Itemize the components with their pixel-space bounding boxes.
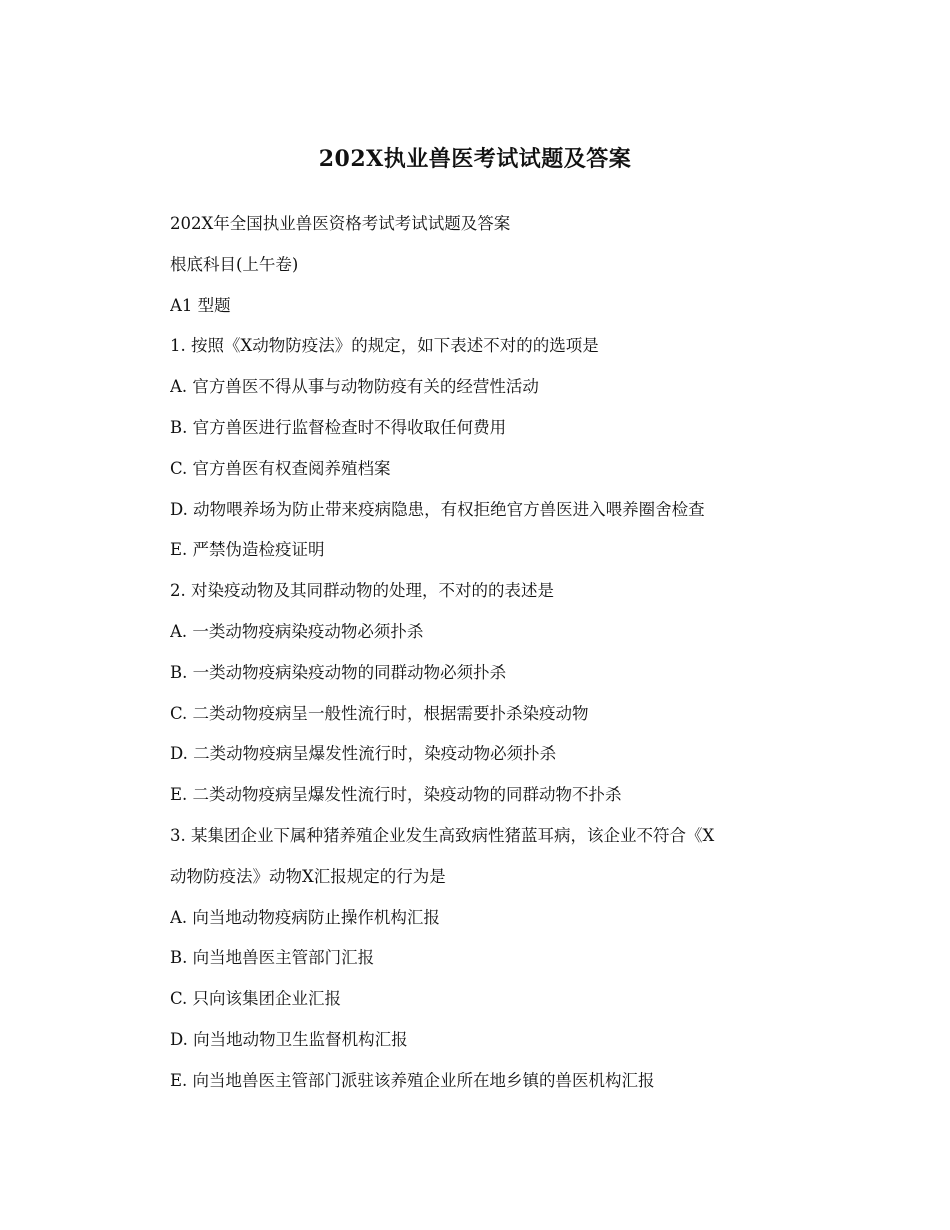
question-2-option-a: A. 一类动物疫病染疫动物必须扑杀: [170, 621, 424, 641]
subtitle-line: 202X年全国执业兽医资格考试考试试题及答案: [170, 214, 511, 233]
question-2: 2. 对染疫动物及其同群动物的处理，不对的的表述是: [170, 581, 554, 601]
question-3-option-a: A. 向当地动物疫病防止操作机构汇报: [170, 907, 440, 927]
question-3-option-d: D. 向当地动物卫生监督机构汇报: [170, 1029, 408, 1049]
question-type-line: A1 型题: [170, 295, 231, 315]
question-3: 3. 某集团企业下属种猪养殖企业发生高致病性猪蓝耳病，该企业不符合《X: [170, 825, 715, 845]
question-1-option-a: A. 官方兽医不得从事与动物防疫有关的经营性活动: [170, 377, 539, 397]
question-1-option-c: C. 官方兽医有权查阅养殖档案: [170, 458, 391, 478]
question-2-option-d: D. 二类动物疫病呈爆发性流行时，染疫动物必须扑杀: [170, 744, 557, 764]
question-3-continued: 动物防疫法》动物X汇报规定的行为是: [170, 866, 446, 886]
question-3-option-c: C. 只向该集团企业汇报: [170, 989, 342, 1009]
question-1-option-d: D. 动物喂养场为防止带来疫病隐患，有权拒绝官方兽医进入喂养圈舍检查: [170, 499, 705, 519]
question-1-option-b: B. 官方兽医进行监督检查时不得收取任何费用: [170, 417, 507, 437]
question-3-option-e: E. 向当地兽医主管部门派驻该养殖企业所在地乡镇的兽医机构汇报: [170, 1070, 655, 1090]
document-body: [170, 204, 790, 1102]
question-1-option-e: E. 严禁伪造检疫证明: [170, 540, 325, 560]
question-2-option-e: E. 二类动物疫病呈爆发性流行时，染疫动物的同群动物不扑杀: [170, 785, 622, 805]
question-2-option-b: B. 一类动物疫病染疫动物的同群动物必须扑杀: [170, 662, 507, 682]
document-title: 202X执业兽医考试试题及答案: [318, 146, 632, 172]
question-1: 1. 按照《X动物防疫法》的规定，如下表述不对的的选项是: [170, 336, 599, 356]
question-2-option-c: C. 二类动物疫病呈一般性流行时，根据需要扑杀染疫动物: [170, 703, 589, 723]
section-line: 根底科目(上午卷): [170, 254, 299, 274]
question-3-option-b: B. 向当地兽医主管部门汇报: [170, 948, 375, 968]
